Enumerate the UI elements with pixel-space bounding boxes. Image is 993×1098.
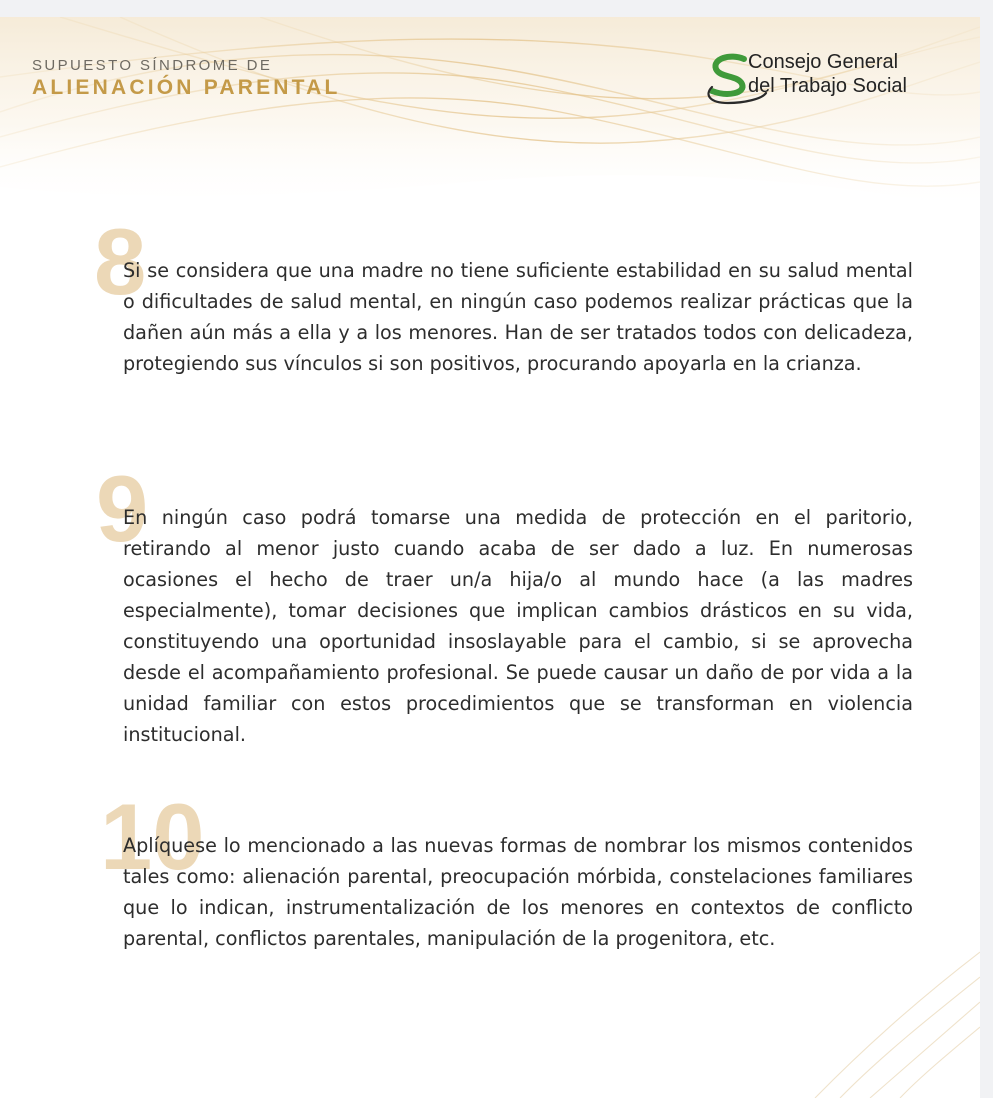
document-page bbox=[0, 17, 980, 1098]
document-title: ALIENACIÓN PARENTAL bbox=[32, 76, 341, 99]
organization-name-line1: Consejo General bbox=[748, 51, 899, 73]
organization-name-line2: del Trabajo Social bbox=[748, 75, 907, 97]
point-text: Si se considera que una madre no tiene suficiente estabilidad en su salud mental o dificultades de salud mental, en ningún caso podemos realizar prácticas que la dañen aún más a ella y a los menores. Han de ser tratados todos con delicadeza, protegiendo sus vínculos si son positivos, procurando apoyarla en la crianza. bbox=[123, 259, 913, 375]
point-text: En ningún caso podrá tomarse una medida de protección en el paritorio, retirando al menor justo cuando acaba de ser dado a luz. En numerosas ocasiones el hecho de traer un/a hija/o al mundo hace (a las madres especialmente), tomar decisiones que implican cambios drásticos en su vida, constituyendo una oportunidad insoslayable para el cambio, si se aprovecha desde el acompañamiento profesional. Se puede causar un daño de por vida a la unidad familiar con estos procedimientos que se transforman en violencia institucional. bbox=[123, 506, 913, 746]
point-text: Aplíquese lo mencionado a las nuevas formas de nombrar los mismos contenidos tales como: alienación parental, preocupación mórbida, constelaciones familiares que lo indican, instrumentalización de los menores en contextos de conflicto parental, conflictos parentales, manipulación de la progenitora, etc. bbox=[123, 834, 913, 950]
point-number: 10 bbox=[100, 784, 205, 889]
numbered-point-8 bbox=[92, 209, 922, 379]
document-subtitle: SUPUESTO SÍNDROME DE bbox=[32, 57, 273, 74]
organization-logo bbox=[704, 51, 964, 107]
point-number: 9 bbox=[96, 456, 149, 561]
point-number: 8 bbox=[94, 209, 147, 314]
numbered-point-9 bbox=[92, 456, 922, 750]
numbered-point-10 bbox=[92, 784, 922, 954]
